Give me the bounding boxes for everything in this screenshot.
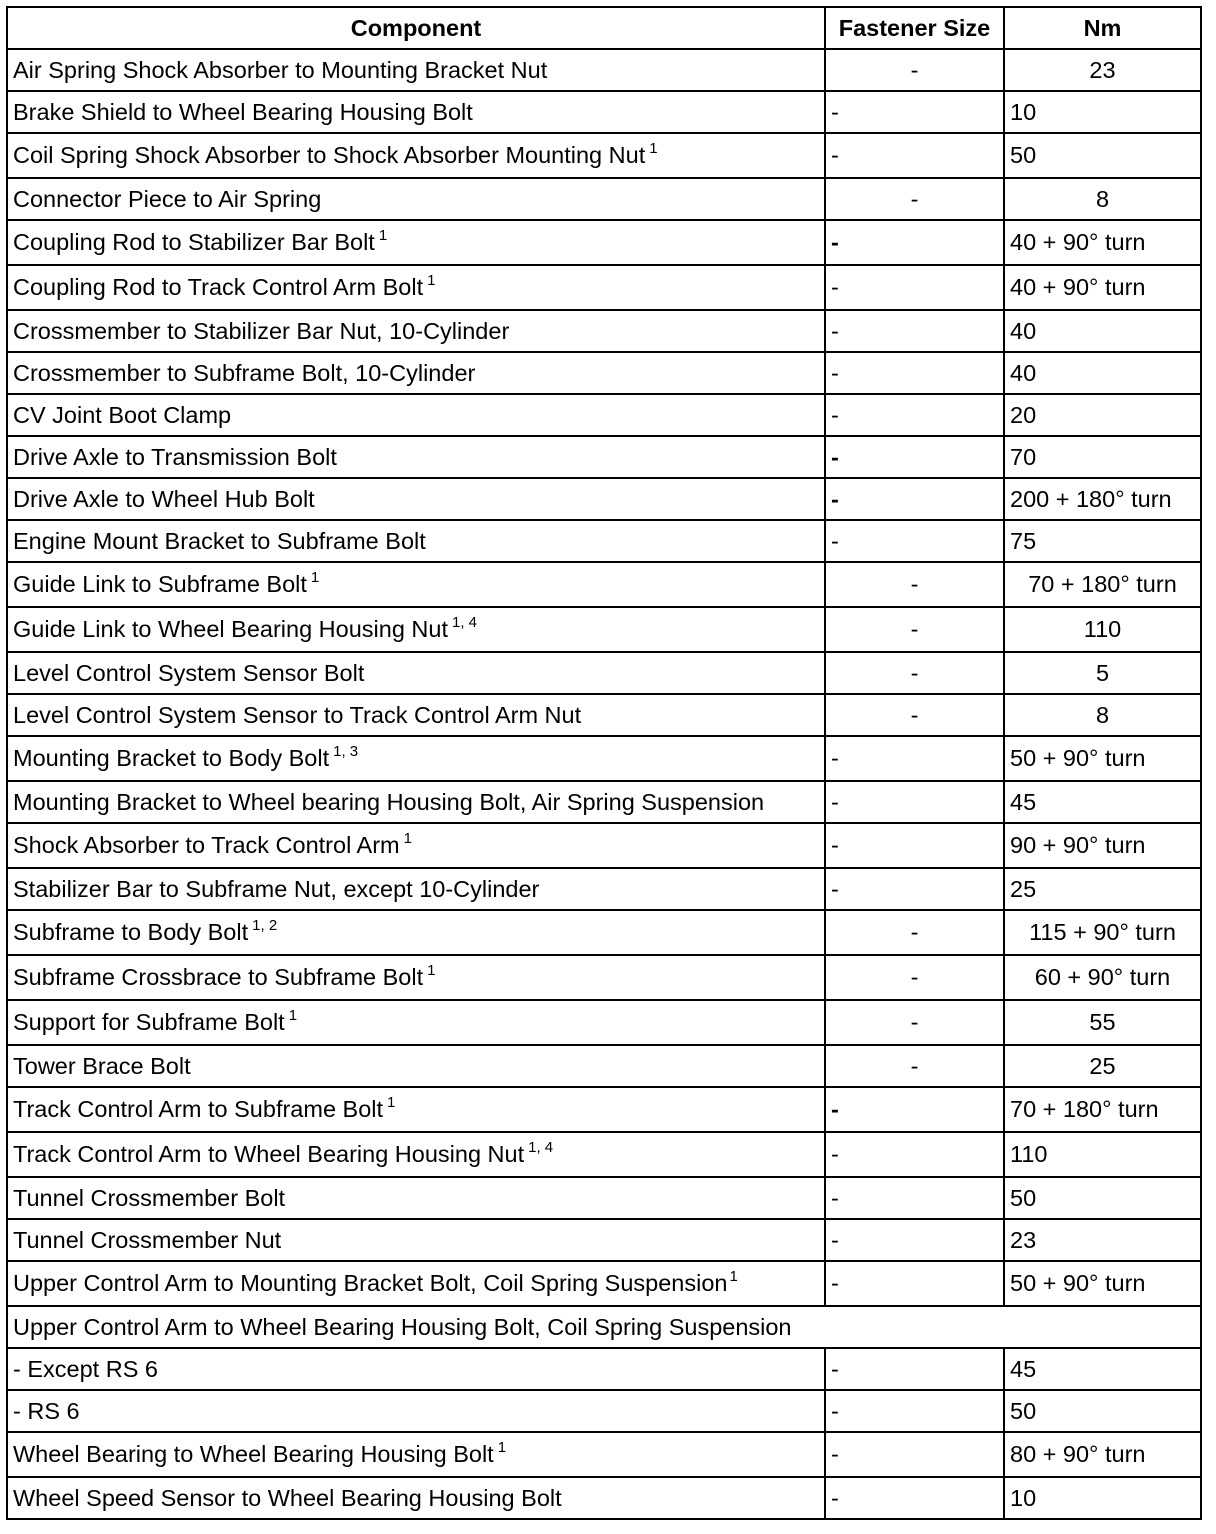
footnote-marker: 1: [378, 227, 388, 244]
table-row: [7, 781, 1201, 823]
table-row: [7, 133, 1201, 178]
header-nm: Nm: [1004, 7, 1201, 49]
fastener-size-cell: -: [825, 352, 1004, 394]
component-text: Mounting Bracket to Wheel bearing Housing Bolt, Air Spring Suspension: [13, 788, 765, 815]
component-text: Subframe Crossbrace to Subframe Bolt: [13, 964, 424, 990]
fastener-size-cell: -: [825, 220, 1004, 265]
component-text: Coil Spring Shock Absorber to Shock Absorber Mounting Nut: [13, 142, 646, 168]
table-row: [7, 1132, 1201, 1177]
component-cell: [7, 1432, 825, 1477]
component-cell: [7, 1306, 1201, 1348]
footnote-marker: 1: [729, 1268, 738, 1285]
torque-nm-cell: 40 + 90° turn: [1004, 265, 1201, 310]
component-cell: [7, 955, 825, 1000]
fastener-size-cell: -: [825, 310, 1004, 352]
component-cell: [7, 1087, 825, 1132]
torque-nm-cell: 200 + 180° turn: [1004, 478, 1201, 520]
fastener-size-cell: -: [825, 868, 1004, 910]
footnote-marker: 1: [427, 962, 436, 979]
component-text: - RS 6: [13, 1397, 80, 1424]
component-cell: [7, 1477, 825, 1519]
component-text: Track Control Arm to Wheel Bearing Housing Nut: [13, 1141, 525, 1167]
component-cell: [7, 910, 825, 955]
component-cell: [7, 781, 825, 823]
component-cell: [7, 178, 825, 220]
fastener-size-cell: -: [825, 49, 1004, 91]
torque-nm-cell: 40 + 90° turn: [1004, 220, 1201, 265]
component-cell: [7, 694, 825, 736]
component-cell: [7, 1132, 825, 1177]
component-cell: [7, 1390, 825, 1432]
component-text: Shock Absorber to Track Control Arm: [13, 832, 400, 858]
component-cell: [7, 310, 825, 352]
torque-spec-page: [6, 6, 1202, 1520]
component-cell: [7, 562, 825, 607]
footnote-marker: 1, 2: [252, 917, 278, 934]
torque-nm-cell: 40: [1004, 352, 1201, 394]
table-row: [7, 1177, 1201, 1219]
component-text: Guide Link to Wheel Bearing Housing Nut: [13, 616, 448, 642]
torque-nm-cell: 40: [1004, 310, 1201, 352]
component-text: Upper Control Arm to Mounting Bracket Bolt, Coil Spring Suspension: [13, 1270, 728, 1296]
component-cell: [7, 133, 825, 178]
fastener-size-cell: -: [825, 1177, 1004, 1219]
component-cell: [7, 652, 825, 694]
torque-nm-cell: 90 + 90° turn: [1004, 823, 1201, 868]
fastener-size-cell: -: [825, 394, 1004, 436]
table-row: [7, 1045, 1201, 1087]
component-text: Tunnel Crossmember Bolt: [13, 1184, 286, 1211]
component-cell: [7, 436, 825, 478]
fastener-size-cell: -: [825, 1390, 1004, 1432]
component-cell: [7, 352, 825, 394]
table-row: [7, 823, 1201, 868]
component-text: Wheel Speed Sensor to Wheel Bearing Housing Bolt: [13, 1484, 562, 1511]
component-text: Upper Control Arm to Wheel Bearing Housing Bolt, Coil Spring Suspension: [13, 1313, 792, 1340]
component-cell: [7, 394, 825, 436]
table-row: [7, 478, 1201, 520]
header-component: Component: [7, 7, 825, 49]
component-text: CV Joint Boot Clamp: [13, 401, 232, 428]
table-row: [7, 49, 1201, 91]
footnote-marker: 1: [427, 272, 436, 289]
table-row: [7, 652, 1201, 694]
component-cell: [7, 1000, 825, 1045]
table-row: [7, 1000, 1201, 1045]
component-cell: [7, 1348, 825, 1390]
torque-nm-cell: 8: [1004, 694, 1201, 736]
fastener-size-cell: -: [825, 1219, 1004, 1261]
table-row: [7, 520, 1201, 562]
fastener-size-cell: -: [825, 694, 1004, 736]
torque-nm-cell: 110: [1004, 607, 1201, 652]
torque-nm-cell: 25: [1004, 868, 1201, 910]
torque-nm-cell: 80 + 90° turn: [1004, 1432, 1201, 1477]
torque-nm-cell: 5: [1004, 652, 1201, 694]
footnote-marker: 1: [403, 830, 412, 847]
footnote-marker: 1: [387, 1094, 396, 1111]
table-row: [7, 868, 1201, 910]
fastener-size-cell: -: [825, 436, 1004, 478]
component-text: Track Control Arm to Subframe Bolt: [13, 1096, 384, 1122]
fastener-size-cell: -: [825, 955, 1004, 1000]
table-row: [7, 178, 1201, 220]
table-row: [7, 562, 1201, 607]
fastener-size-cell: -: [825, 1045, 1004, 1087]
fastener-size-cell: -: [825, 178, 1004, 220]
table-row: [7, 1432, 1201, 1477]
fastener-size-cell: -: [825, 1261, 1004, 1306]
fastener-size-cell: -: [825, 133, 1004, 178]
component-text: Subframe to Body Bolt: [13, 919, 249, 945]
component-cell: [7, 520, 825, 562]
component-cell: [7, 1219, 825, 1261]
footnote-marker: 1: [310, 569, 320, 586]
table-row: [7, 955, 1201, 1000]
footnote-marker: 1: [649, 140, 658, 157]
component-text: Level Control System Sensor to Track Control Arm Nut: [13, 701, 582, 728]
torque-nm-cell: 115 + 90° turn: [1004, 910, 1201, 955]
component-text: Brake Shield to Wheel Bearing Housing Bolt: [13, 98, 473, 125]
table-row: [7, 736, 1201, 781]
component-text: Coupling Rod to Track Control Arm Bolt: [13, 274, 424, 300]
fastener-size-cell: -: [825, 520, 1004, 562]
fastener-size-cell: -: [825, 736, 1004, 781]
component-cell: [7, 736, 825, 781]
table-row: [7, 91, 1201, 133]
fastener-size-cell: -: [825, 478, 1004, 520]
component-text: Guide Link to Subframe Bolt: [13, 571, 307, 597]
table-row: [7, 220, 1201, 265]
torque-nm-cell: 23: [1004, 49, 1201, 91]
footnote-marker: 1, 4: [528, 1139, 554, 1156]
torque-nm-cell: 45: [1004, 1348, 1201, 1390]
table-row: [7, 694, 1201, 736]
table-row: [7, 1348, 1201, 1390]
component-text: Drive Axle to Wheel Hub Bolt: [13, 485, 315, 512]
component-text: Tower Brace Bolt: [13, 1052, 191, 1079]
torque-nm-cell: 110: [1004, 1132, 1201, 1177]
component-cell: [7, 1177, 825, 1219]
torque-nm-cell: 50: [1004, 1177, 1201, 1219]
component-cell: [7, 265, 825, 310]
footnote-marker: 1, 3: [333, 743, 359, 760]
component-text: Connector Piece to Air Spring: [13, 185, 322, 212]
torque-nm-cell: 23: [1004, 1219, 1201, 1261]
component-text: Wheel Bearing to Wheel Bearing Housing Bolt: [13, 1441, 494, 1467]
table-row: [7, 394, 1201, 436]
component-text: Crossmember to Subframe Bolt, 10-Cylinder: [13, 359, 476, 386]
torque-nm-cell: 20: [1004, 394, 1201, 436]
table-row: [7, 1477, 1201, 1519]
table-header-row: [7, 7, 1201, 49]
fastener-size-cell: -: [825, 562, 1004, 607]
component-text: - Except RS 6: [13, 1355, 158, 1382]
torque-nm-cell: 70 + 180° turn: [1004, 1087, 1201, 1132]
fastener-size-cell: -: [825, 823, 1004, 868]
torque-nm-cell: 45: [1004, 781, 1201, 823]
footnote-marker: 1: [288, 1007, 298, 1024]
component-cell: [7, 823, 825, 868]
header-fastener-size: Fastener Size: [825, 7, 1004, 49]
component-text: Support for Subframe Bolt: [13, 1009, 285, 1035]
fastener-size-cell: -: [825, 91, 1004, 133]
table-row: [7, 352, 1201, 394]
torque-nm-cell: 25: [1004, 1045, 1201, 1087]
fastener-size-cell: -: [825, 1432, 1004, 1477]
component-cell: [7, 607, 825, 652]
torque-nm-cell: 10: [1004, 91, 1201, 133]
component-text: Stabilizer Bar to Subframe Nut, except 10-Cylinder: [13, 875, 540, 902]
component-text: Air Spring Shock Absorber to Mounting Bracket Nut: [13, 56, 548, 83]
torque-nm-cell: 70 + 180° turn: [1004, 562, 1201, 607]
table-row: [7, 607, 1201, 652]
footnote-marker: 1, 4: [452, 614, 478, 631]
torque-nm-cell: 55: [1004, 1000, 1201, 1045]
torque-nm-cell: 8: [1004, 178, 1201, 220]
component-cell: [7, 49, 825, 91]
table-row: [7, 1219, 1201, 1261]
component-text: Drive Axle to Transmission Bolt: [13, 443, 337, 470]
table-row: [7, 1306, 1201, 1348]
fastener-size-cell: -: [825, 910, 1004, 955]
component-text: Coupling Rod to Stabilizer Bar Bolt: [13, 229, 375, 255]
footnote-marker: 1: [497, 1439, 507, 1456]
torque-nm-cell: 50: [1004, 1390, 1201, 1432]
torque-spec-table: [6, 6, 1202, 1520]
table-row: [7, 1390, 1201, 1432]
component-cell: [7, 1261, 825, 1306]
torque-nm-cell: 50 + 90° turn: [1004, 1261, 1201, 1306]
table-row: [7, 1087, 1201, 1132]
fastener-size-cell: -: [825, 1348, 1004, 1390]
component-text: Engine Mount Bracket to Subframe Bolt: [13, 527, 426, 554]
fastener-size-cell: -: [825, 1000, 1004, 1045]
component-text: Level Control System Sensor Bolt: [13, 659, 365, 686]
component-cell: [7, 868, 825, 910]
component-cell: [7, 220, 825, 265]
table-row: [7, 310, 1201, 352]
fastener-size-cell: -: [825, 652, 1004, 694]
table-row: [7, 910, 1201, 955]
torque-nm-cell: 10: [1004, 1477, 1201, 1519]
component-cell: [7, 1045, 825, 1087]
fastener-size-cell: -: [825, 1477, 1004, 1519]
fastener-size-cell: -: [825, 265, 1004, 310]
fastener-size-cell: -: [825, 781, 1004, 823]
table-row: [7, 436, 1201, 478]
table-row: [7, 265, 1201, 310]
component-cell: [7, 478, 825, 520]
fastener-size-cell: -: [825, 1087, 1004, 1132]
table-body: [7, 49, 1201, 1519]
torque-nm-cell: 50: [1004, 133, 1201, 178]
fastener-size-cell: -: [825, 1132, 1004, 1177]
component-text: Mounting Bracket to Body Bolt: [13, 745, 330, 771]
torque-nm-cell: 50 + 90° turn: [1004, 736, 1201, 781]
component-text: Crossmember to Stabilizer Bar Nut, 10-Cylinder: [13, 317, 510, 344]
torque-nm-cell: 60 + 90° turn: [1004, 955, 1201, 1000]
component-cell: [7, 91, 825, 133]
table-row: [7, 1261, 1201, 1306]
fastener-size-cell: -: [825, 607, 1004, 652]
torque-nm-cell: 75: [1004, 520, 1201, 562]
torque-nm-cell: 70: [1004, 436, 1201, 478]
component-text: Tunnel Crossmember Nut: [13, 1226, 282, 1253]
